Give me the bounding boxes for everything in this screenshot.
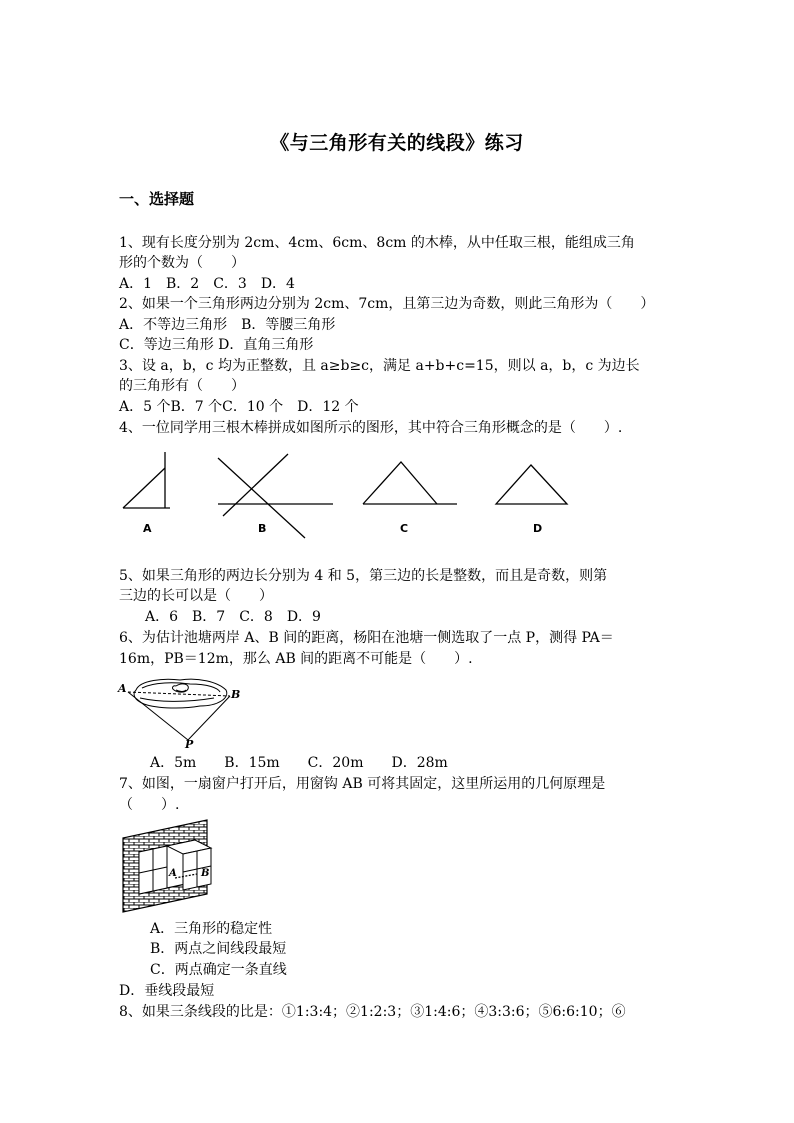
- q2-line1: 2、如果一个三角形两边分别为 2cm、7cm，且第三边为奇数，则此三角形为（ ）: [119, 296, 655, 312]
- q6-options: A．5m B．15m C．20m D．28m: [150, 755, 448, 771]
- pond-label-b: B: [231, 688, 241, 701]
- q7-option-d: D．垂线段最短: [119, 983, 215, 999]
- fig-label-b: B: [258, 522, 267, 535]
- q4-figure-svg: [115, 448, 585, 540]
- q1-options: A．1 B．2 C．3 D．4: [119, 276, 295, 292]
- q5-options: A．6 B．7 C．8 D．9: [145, 609, 321, 625]
- window-label-a: A: [169, 868, 177, 879]
- q2-options1: A．不等边三角形 B．等腰三角形: [119, 317, 336, 333]
- window-label-b: B: [201, 868, 210, 879]
- q5-line1: 5、如果三角形的两边长分别为 4 和 5，第三边的长是整数，而且是奇数，则第: [119, 568, 608, 584]
- fig-label-a: A: [143, 522, 152, 535]
- q6-pond-svg: [118, 676, 248, 750]
- q7-option-a: A．三角形的稳定性: [150, 921, 273, 937]
- page-title: 《与三角形有关的线段》练习: [270, 132, 524, 154]
- pond-ripple-2: [140, 698, 214, 701]
- fig-c-sides: [363, 462, 437, 504]
- pond-ripple-3: [173, 684, 189, 692]
- line-ab: [128, 692, 230, 696]
- q6-line1: 6、为估计池塘两岸 A、B 间的距离，杨阳在池塘一侧选取了一点 P，测得 PA＝: [119, 630, 614, 646]
- pond-label-a: A: [118, 682, 127, 695]
- q7-line2: （ ）.: [119, 797, 180, 813]
- q7-window-svg: [121, 818, 213, 914]
- fig-b-cross2: [223, 454, 288, 516]
- q2-options2: C．等边三角形 D．直角三角形: [119, 337, 314, 353]
- fig-d-triangle: [496, 465, 567, 504]
- pond-label-p: P: [185, 738, 194, 751]
- q7-window-figure: [121, 818, 213, 914]
- fig-a-slant: [123, 468, 165, 508]
- fig-label-d: D: [533, 522, 543, 535]
- line-pa: [128, 692, 188, 740]
- section-heading: 一、选择题: [119, 190, 195, 208]
- q7-line1: 7、如图，一扇窗户打开后，用窗钩 AB 可将其固定，这里所运用的几何原理是: [119, 776, 606, 792]
- q6-line2: 16m，PB＝12m，那么 AB 间的距离不可能是（ ）.: [119, 651, 473, 667]
- q5-line2: 三边的长可以是（ ）: [119, 588, 273, 604]
- q3-line1: 3、设 a，b，c 均为正整数，且 a≥b≥c，满足 a+b+c=15，则以 a，b，c 为边长: [119, 358, 640, 374]
- fig-label-c: C: [400, 522, 409, 535]
- q7-option-c: C．两点确定一条直线: [150, 962, 287, 978]
- q1-line2: 形的个数为（ ）: [119, 255, 245, 271]
- q7-option-b: B．两点之间线段最短: [150, 941, 287, 957]
- q4-figures: [115, 448, 585, 540]
- q8-line1: 8、如果三条线段的比是：①1:3:4；②1:2:3；③1:4:6；④3:3:6；⑤6:6:10；⑥: [119, 1004, 626, 1020]
- q3-line2: 的三角形有（ ）: [119, 378, 245, 394]
- line-pb: [188, 696, 230, 740]
- q6-pond-figure: [118, 676, 248, 750]
- q4-line1: 4、一位同学用三根木棒拼成如图所示的图形，其中符合三角形概念的是（ ）.: [119, 420, 623, 436]
- q3-options: A．5 个B．7 个C．10 个 D．12 个: [119, 399, 359, 415]
- q1-line1: 1、现有长度分别为 2cm、4cm、6cm、8cm 的木棒，从中任取三根，能组成三角: [119, 235, 635, 251]
